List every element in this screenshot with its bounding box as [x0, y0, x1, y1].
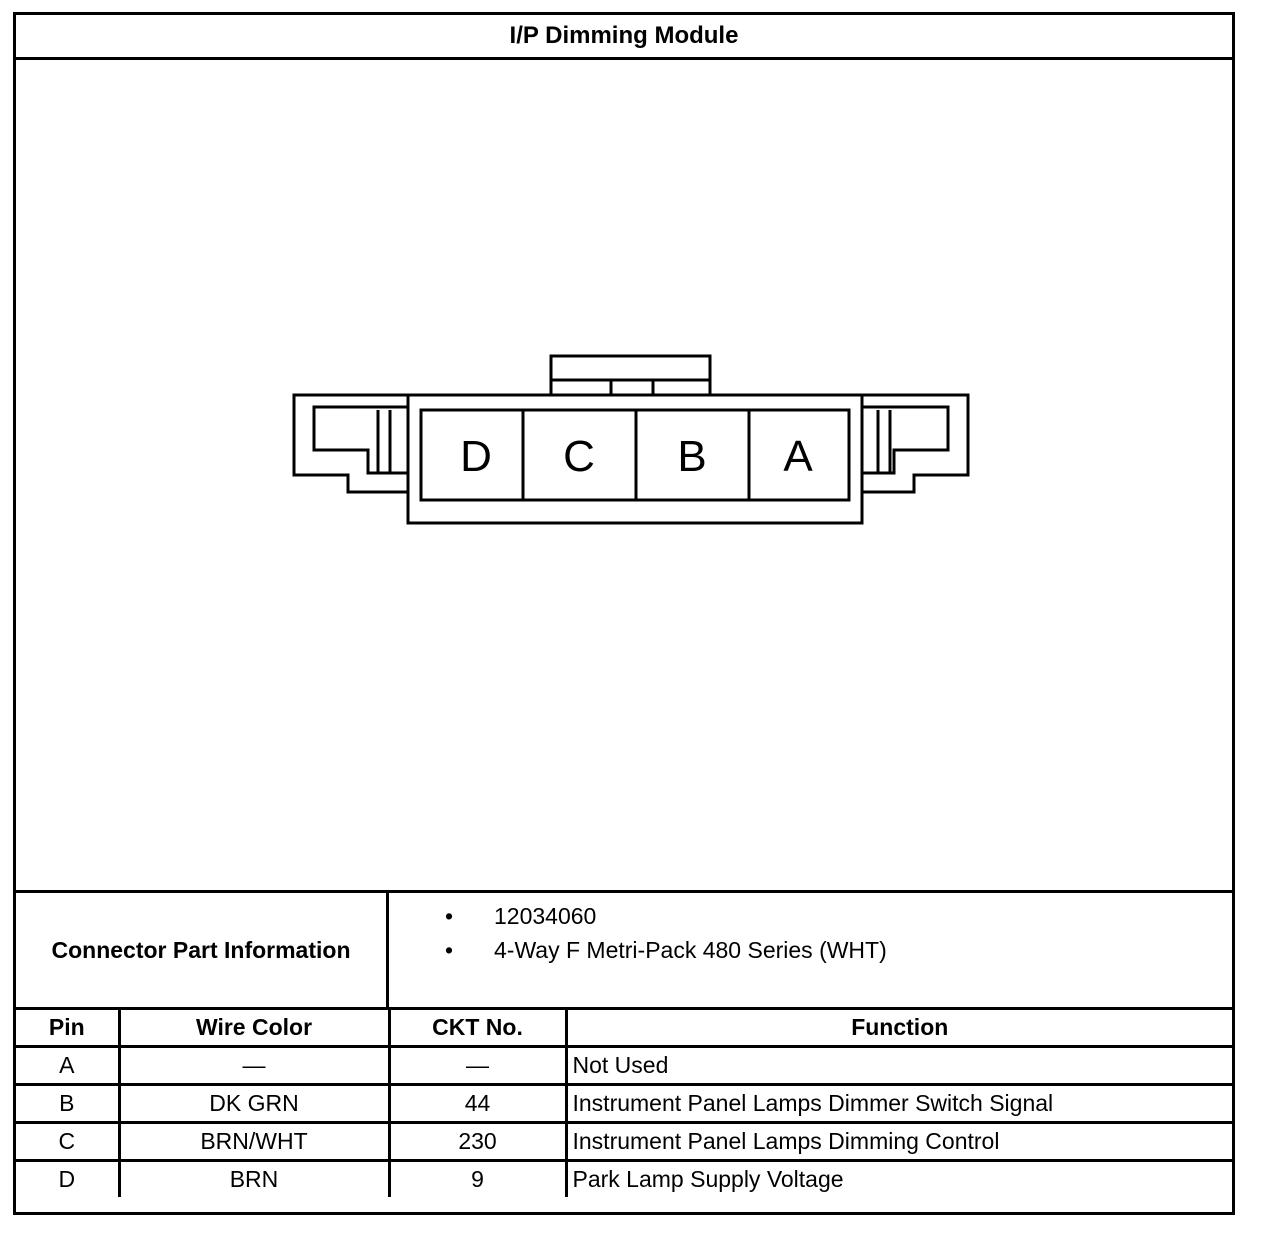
- header-pin: Pin: [16, 1010, 119, 1047]
- cell-ckt: 44: [389, 1085, 566, 1123]
- cell-ckt: —: [389, 1047, 566, 1085]
- table-header-row: [16, 1010, 1232, 1047]
- cell-ckt: 230: [389, 1123, 566, 1161]
- pin-label-b: B: [677, 432, 707, 481]
- part-info-label: Connector Part Information: [16, 893, 389, 1007]
- table-row: [16, 1047, 1232, 1085]
- cell-ckt: 9: [389, 1161, 566, 1198]
- cell-pin: B: [16, 1085, 119, 1123]
- cell-pin: A: [16, 1047, 119, 1085]
- header-wire-color: Wire Color: [119, 1010, 389, 1047]
- cell-pin: D: [16, 1161, 119, 1198]
- cell-function: Instrument Panel Lamps Dimming Control: [566, 1123, 1232, 1161]
- table-row: [16, 1123, 1232, 1161]
- connector-part-info: [16, 890, 1232, 1010]
- table-row: [16, 1085, 1232, 1123]
- locking-tab: [551, 356, 710, 395]
- pin-label-d: D: [460, 432, 492, 481]
- part-info-item: [389, 903, 1232, 937]
- header-ckt: CKT No.: [389, 1010, 566, 1047]
- header-function: Function: [566, 1010, 1232, 1047]
- pin-label-c: C: [563, 432, 595, 481]
- cell-function: Park Lamp Supply Voltage: [566, 1161, 1232, 1198]
- part-number: 12034060: [494, 903, 597, 929]
- bullet-icon: •: [445, 937, 454, 963]
- part-info-item: [389, 937, 1232, 971]
- cell-function: Not Used: [566, 1047, 1232, 1085]
- cell-wire-color: BRN/WHT: [119, 1123, 389, 1161]
- connector-type: 4-Way F Metri-Pack 480 Series (WHT): [494, 937, 887, 963]
- pin-label-a: A: [783, 432, 813, 481]
- connector-face-drawing: [16, 60, 1232, 892]
- cell-pin: C: [16, 1123, 119, 1161]
- cell-wire-color: DK GRN: [119, 1085, 389, 1123]
- part-info-list: [389, 893, 1232, 1007]
- connector-sheet: [13, 12, 1235, 1215]
- bullet-icon: •: [445, 903, 454, 929]
- connector-diagram: [16, 60, 1232, 892]
- cell-function: Instrument Panel Lamps Dimmer Switch Signal: [566, 1085, 1232, 1123]
- cell-wire-color: BRN: [119, 1161, 389, 1198]
- pin-table: [16, 1010, 1232, 1197]
- cell-wire-color: —: [119, 1047, 389, 1085]
- page-title: I/P Dimming Module: [16, 15, 1232, 60]
- table-row: [16, 1161, 1232, 1198]
